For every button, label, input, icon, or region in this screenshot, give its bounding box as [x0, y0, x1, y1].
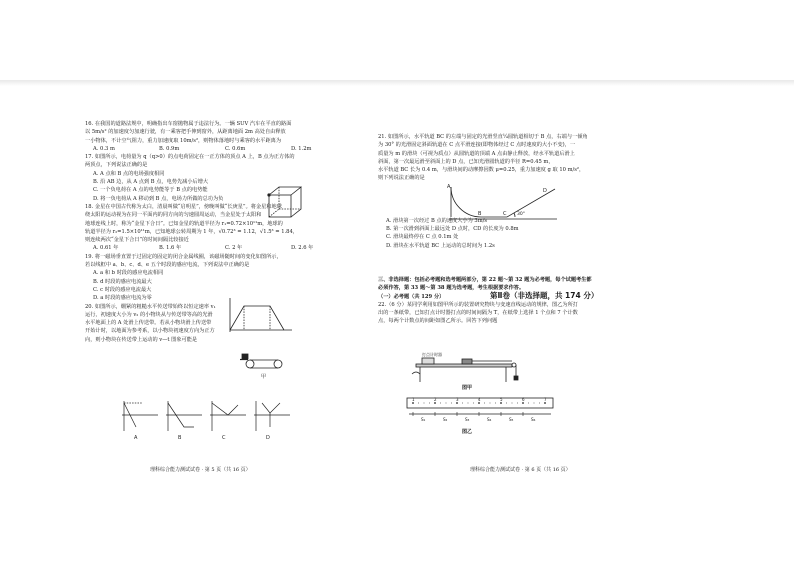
q17-line: 17. 如图所示，电荷量为 q（q>0）的点电荷固定在一正方体的顶点 A 上，B 点为正方体的 — [85, 154, 295, 161]
section-gap — [378, 250, 700, 276]
tape-segment-label: S₃ — [465, 417, 470, 422]
q18-line: 绕太阳的运动视为在同一平面内的同方向的匀速圆周运动，当金星处于太阳和 — [85, 212, 262, 219]
track-label-b: B — [478, 211, 482, 217]
cube-figure — [265, 183, 305, 223]
fig1-caption: 图甲 — [462, 385, 473, 391]
paper-tape-figure — [405, 394, 555, 424]
tape-segments — [413, 412, 536, 422]
q18-option-b: B. 1.6 年 — [159, 245, 182, 252]
q19-line: 若以线框中 a、b、c、d、e 五个时段的感应电流，下列说法中正确的是 — [85, 262, 250, 269]
tape-minor-dot — [473, 403, 474, 404]
left-page-footer: 理科综合能力测试试卷 · 第 5 页（共 16 页） — [150, 467, 251, 473]
q21-line: 水平轨道 BC 长为 0.4 m，与滑块间的动摩擦因数 μ=0.25，重力加速度 g 取 10 m/s²， — [378, 167, 585, 174]
q21-option-b: B. 第一次滑到斜面上最远处 D 点时，CD 的长度为 0.8m — [386, 226, 519, 233]
choice-label-b: B — [178, 435, 182, 441]
choice-label-d: D — [266, 435, 270, 441]
tape-minor-dot — [446, 403, 447, 404]
tape-dot — [412, 402, 414, 404]
choice-label-a: A — [134, 435, 138, 441]
tape-segment-label: S₂ — [443, 417, 448, 422]
tape-minor-dot — [534, 403, 535, 404]
q21-option-a: A. 滑块第一次经过 B 点的速度大小为 3m/s — [386, 217, 488, 224]
q17-option-a: A. A 点和 B 点的电场强度相同 — [93, 170, 165, 177]
tape-segment-label: S₁ — [421, 417, 426, 422]
tape-minor-dot — [490, 403, 491, 404]
tape-dot — [522, 402, 524, 404]
tape-point-label: 7 — [544, 397, 547, 402]
tape-minor-dot — [517, 403, 518, 404]
tape-dot — [544, 402, 546, 404]
tape-dot — [434, 402, 436, 404]
section-title: 第Ⅱ卷（非选择题，共 174 分） — [490, 291, 599, 300]
question-18 — [85, 203, 385, 253]
q18-line: 地球连线上时，称为“金星下合日”。已知金星的轨道半径为 r₁=0.72×10¹¹m，地球的 — [85, 220, 283, 227]
tape-point-label: 4 — [478, 397, 481, 402]
q16-line: 16. 在我国的道路法规中，明确指出车窗抛物属于违法行为。一辆 SUV 汽车在平直的路面 — [85, 121, 292, 127]
q19-option-d: D. a 时段的感应电流为零 — [93, 295, 152, 302]
tape-point-label: 1 — [412, 397, 415, 402]
tape-minor-dot — [528, 403, 529, 404]
q16-options — [85, 145, 385, 153]
q17-option-c: C. 一个负电荷在 A 点的电势能等于 B 点的电势能 — [93, 187, 208, 194]
timer-label: 打点计时器 — [422, 352, 442, 357]
q16-option-b: B. 0.9m — [159, 145, 180, 152]
question-17 — [85, 153, 385, 203]
tape-point-label: 5 — [500, 397, 503, 402]
conveyor-belt-figure — [240, 348, 288, 380]
track-label-c: C — [503, 211, 507, 217]
question-22 — [378, 301, 700, 326]
tape-dot — [478, 402, 480, 404]
track-label-a: A — [447, 184, 451, 190]
tape-minor-dot — [462, 403, 463, 404]
q16-option-c: C. 0.6m — [225, 145, 246, 152]
tape-point-label: 3 — [456, 397, 459, 402]
tape-segment-label: S₆ — [531, 417, 536, 422]
q22-line: 点，每两个计数点的间距如图乙所示。回答下列问题 — [378, 318, 498, 325]
track-label-d: D — [543, 188, 547, 194]
tape-point-label: 2 — [434, 397, 437, 402]
tape-segment-label: S₄ — [487, 417, 492, 422]
q17-option-b: B. 沿 AB 边，从 A 点到 B 点，电势先减小后增大 — [93, 179, 209, 186]
track-angle-label: 30° — [517, 212, 525, 217]
tape-minor-dot — [451, 403, 452, 404]
q16-option-a: A. 0.3 m — [93, 145, 115, 152]
q21-option-d: D. 滑块在水平轨道 BC 上运动的总时间为 1.2s — [386, 242, 495, 249]
tape-minor-dot — [506, 403, 507, 404]
q21-line: 21. 如图所示，水平轨道 BC 的左端与固定的光滑竖直¼圆轨道相切于 B 点，右端与一倾角 — [378, 134, 588, 140]
q18-line: 则连续两次“金星下合日”的时间间隔比较接近 — [85, 237, 189, 244]
tape-minor-dot — [484, 403, 485, 404]
q17-option-d: D. 将一负电荷从 A 移动到 B 点，电场力所做的总功为负 — [93, 195, 224, 202]
magnetic-field-graph — [226, 296, 296, 336]
tape-minor-dot — [495, 403, 496, 404]
tape-minor-dot — [424, 403, 425, 404]
instruction-line: 三、非选择题：包括必考题和选考题两部分，第 22 题～第 32 题为必考题，每个试题考生都 — [378, 276, 592, 283]
q21-line: 为 30° 的光滑固定斜面轨道在 C 点平滑连接(即物体经过 C 点时速度的大小不变)，一 — [378, 142, 576, 149]
q19-option-c: C. c 时段的感应电流最大 — [93, 286, 152, 293]
q20-line: 20. 如图所示，绷紧的粗糙水平传送带始终以恒定速率 v₁ — [85, 303, 216, 310]
required-heading: （一）必考题（共 129 分） — [378, 293, 445, 300]
tape-dot — [500, 402, 502, 404]
q21-line: 则下列说法正确的是 — [378, 175, 425, 182]
q18-options — [85, 244, 385, 252]
right-page-footer: 理科综合能力测试试卷 · 第 6 页（共 16 页） — [470, 467, 571, 473]
q22-line: 出的一条纸带，已知打点计时器打点的时间间隔为 T，在纸带上选择 1 个点和 7 个计数 — [378, 310, 578, 317]
q20-line: 水平地面上的 A 处滑上传送带。若从小物块滑上传送带 — [85, 320, 212, 327]
tape-minor-dot — [440, 403, 441, 404]
tape-minor-dot — [512, 403, 513, 404]
q20-line: 运行，初速度大小为 v₂ 的小物块从与传送带等高的光滑 — [85, 311, 213, 318]
q20-line: 开始计时，以地面为参考系，以小物块初速度方向为正方 — [85, 328, 215, 335]
conveyor-figure-label: 甲 — [261, 374, 267, 380]
q18-option-d: D. 2.6 年 — [291, 245, 314, 252]
apparatus-figure — [410, 352, 520, 386]
tape-minor-dot — [539, 403, 540, 404]
q18-line: 轨道半径为 r₂=1.5×10¹¹m，已知地球公转周期为 1 年，√0.72³ = 1.12，√1.5³ = 1.84， — [85, 228, 298, 235]
q18-line: 18. 金星在中国古代称为太白，清晨叫做“启明星”，傍晚叫做“长庚星”。将金星和地球 — [85, 203, 282, 210]
tape-segment-label: S₅ — [509, 417, 514, 422]
q20-line: 向，则小物块在传送带上运动的 v—t 图象可能是 — [85, 336, 198, 343]
q21-line: 质量为 m 的滑块（可视为质点）从圆轨道的顶端 A 点由静止释放，经水平轨道后滑上 — [378, 150, 575, 157]
q17-line: 两顶点，下列说法正确的是 — [85, 162, 148, 169]
q19-line: 19. 将一磁场垂直置于过固定的固定的闭合金属线圈，该磁场随时间的变化如图所示， — [85, 253, 282, 260]
tape-minor-dot — [468, 403, 469, 404]
tape-minor-dot — [429, 403, 430, 404]
scan-edge — [0, 80, 794, 86]
q19-option-b: B. d 时段的感应电流最大 — [93, 278, 152, 285]
q21-line: 斜面，第一次最远滑至斜面上的 D 点，已知光滑圆轨道的半径 R=0.45 m， — [378, 158, 554, 165]
choice-label-c: C — [222, 435, 226, 441]
tape-minor-dot — [418, 403, 419, 404]
q16-option-d: D. 1.2m — [291, 145, 312, 152]
q22-line: 22.（6 分）某同学利用如图甲所示的装置研究物块与变速直线运动的规律，图乙为所打 — [378, 301, 578, 308]
fig2-caption: 图乙 — [462, 429, 473, 435]
question-16 — [85, 120, 385, 153]
tape-dot — [456, 402, 458, 404]
q21-option-c: C. 滑块最终停在 C 点 0.1m 处 — [386, 234, 459, 241]
q18-option-a: A. 0.61 年 — [93, 245, 119, 252]
track-figure — [445, 183, 560, 227]
tape-point-label: 6 — [522, 397, 525, 402]
q18-option-c: C. 2 年 — [225, 245, 243, 252]
q16-line: 一小物体，不计空气阻力，重力加速度取 10m/s²，则物体落地时与乘客的水平距离为 — [85, 137, 282, 144]
vt-graph-choices — [118, 397, 298, 441]
instruction-line: 必须作答，第 33 题～第 38 题为选考题，考生根据要求作答。 — [378, 285, 525, 292]
q16-line: 以 5m/s² 的加速度匀加速行驶，有一乘客把手伸到窗外，从距离地面 2m 高处自由释放 — [85, 129, 286, 136]
q19-option-a: A. a 和 b 时段的感应电流相同 — [93, 270, 164, 277]
